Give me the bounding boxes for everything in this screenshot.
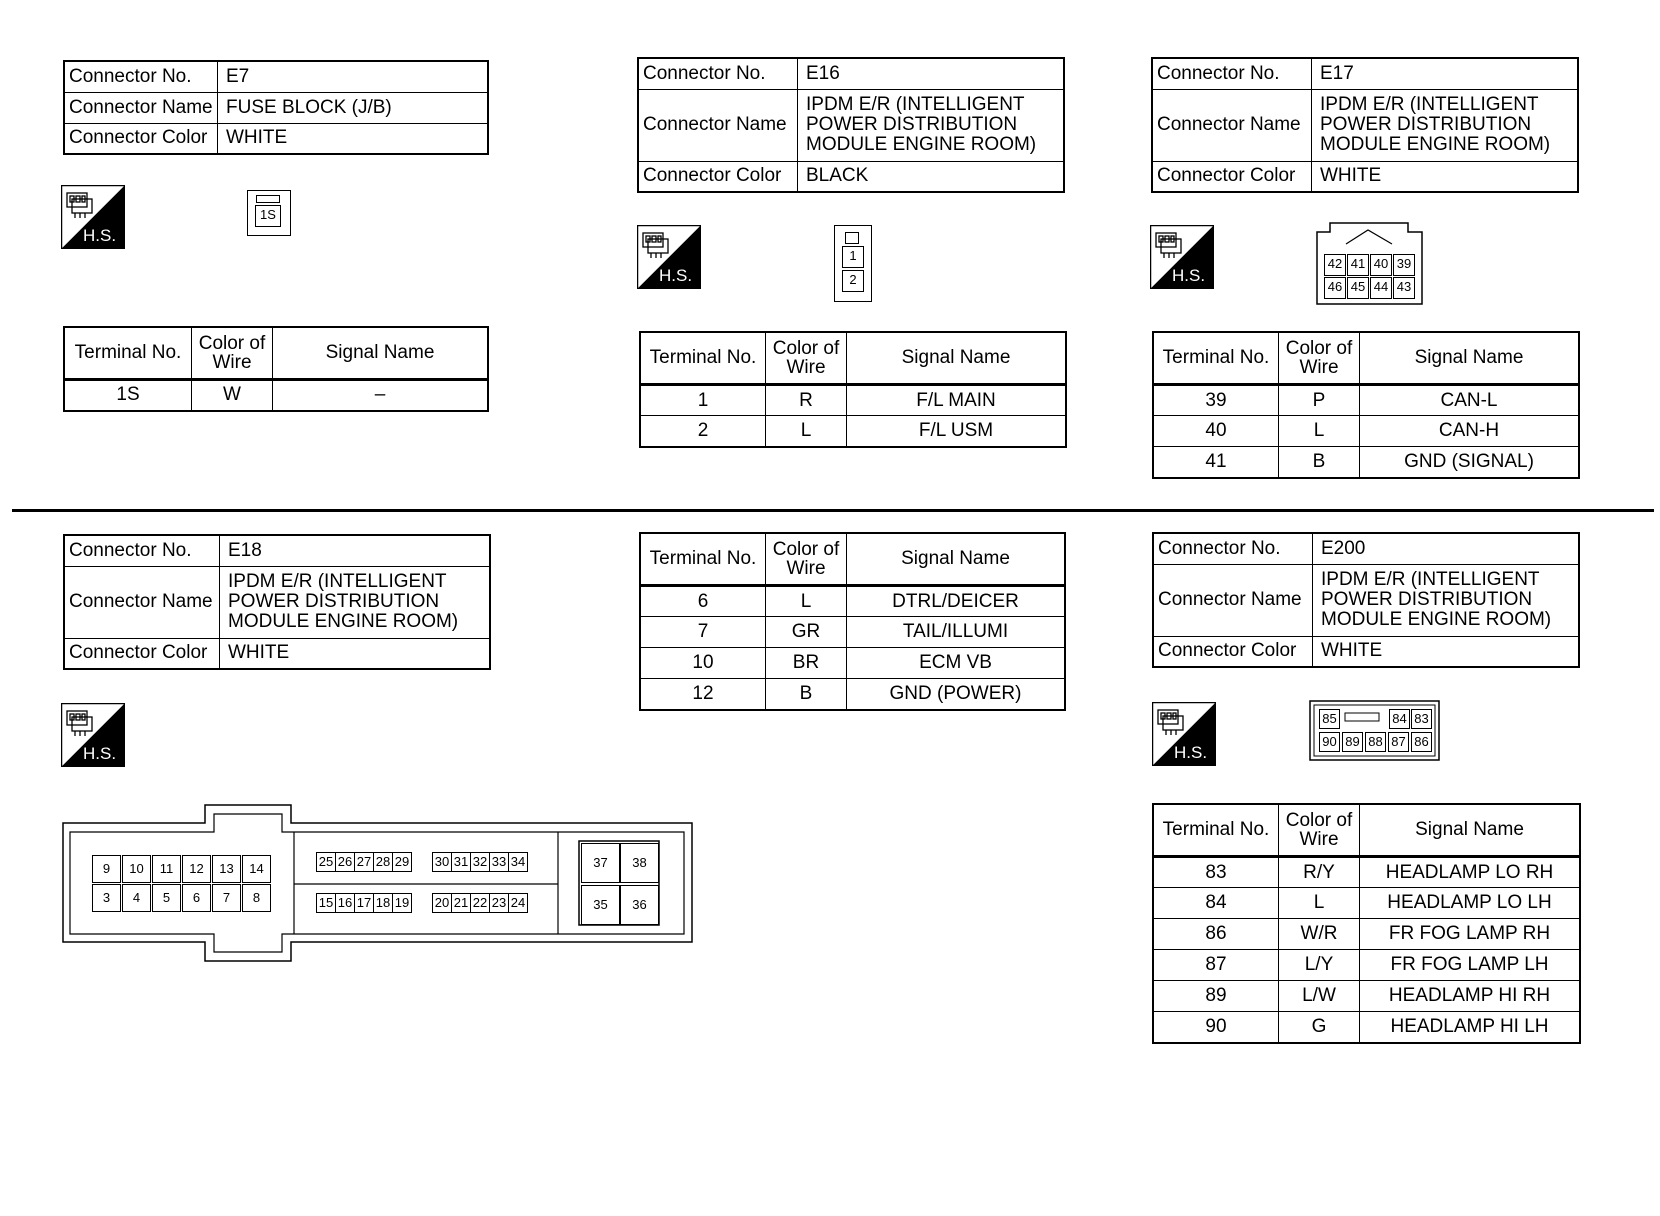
pin: 2 — [842, 270, 864, 292]
terminal-no: 86 — [1153, 919, 1279, 950]
pin: 9 — [92, 855, 121, 883]
table-row — [1153, 1012, 1580, 1043]
table-row — [1153, 888, 1580, 919]
pin: 3 — [92, 884, 121, 912]
wire-color: L — [1279, 888, 1360, 919]
connector-face-e16 — [834, 225, 872, 302]
connector-info-e17 — [1151, 57, 1579, 193]
connector-info-e18 — [63, 534, 491, 670]
wire-color: L — [766, 586, 847, 617]
connector-name-line: POWER DISTRIBUTION — [1321, 589, 1533, 610]
pin: 7 — [212, 884, 241, 912]
signal-name: TAIL/ILLUMI — [847, 617, 1066, 648]
wire-color: L/Y — [1279, 950, 1360, 981]
terminal-no: 39 — [1153, 385, 1279, 416]
signal-name: CAN-L — [1360, 385, 1580, 416]
pin: 36 — [620, 885, 659, 925]
pin: 26 — [335, 852, 355, 872]
terminal-no-header: Terminal No. — [640, 332, 766, 385]
pin: 90 — [1319, 732, 1340, 752]
wire-color-header-line1: Color of — [1285, 810, 1353, 831]
connector-info-e7 — [63, 60, 489, 155]
table-row — [1153, 950, 1580, 981]
signal-name: HEADLAMP HI LH — [1360, 1012, 1581, 1043]
signal-name: DTRL/DEICER — [847, 586, 1066, 617]
connector-name-line: IPDM E/R (INTELLIGENT — [806, 94, 1025, 115]
table-row — [1153, 981, 1580, 1012]
pin: 10 — [122, 855, 151, 883]
pin: 1S — [255, 205, 281, 227]
table-row — [640, 617, 1065, 648]
wire-color-header-line1: Color of — [1285, 338, 1353, 359]
pin: 5 — [152, 884, 181, 912]
connector-no-label: Connector No. — [638, 58, 798, 89]
terminal-table-e7 — [63, 326, 489, 412]
pin: 89 — [1342, 732, 1363, 752]
pin: 34 — [508, 852, 528, 872]
connector-color-label: Connector Color — [1152, 161, 1312, 192]
terminal-no: 89 — [1153, 981, 1279, 1012]
wire-color-header — [1279, 332, 1360, 385]
pin: 8 — [242, 884, 271, 912]
table-row — [640, 648, 1065, 679]
connector-name-line: IPDM E/R (INTELLIGENT — [1320, 94, 1539, 115]
pin: 25 — [316, 852, 336, 872]
pin: 41 — [1347, 254, 1369, 276]
pin: 38 — [620, 843, 659, 883]
harness-side-icon — [61, 703, 125, 767]
terminal-no-header: Terminal No. — [1153, 804, 1279, 857]
wire-color-header — [1279, 804, 1360, 857]
connector-name-value — [220, 566, 491, 638]
pin: 83 — [1411, 709, 1432, 729]
wire-color: L/W — [1279, 981, 1360, 1012]
pin: 39 — [1393, 254, 1415, 276]
connector-name-line: FUSE BLOCK (J/B) — [226, 96, 392, 118]
wire-color: BR — [766, 648, 847, 679]
connector-color-label: Connector Color — [64, 638, 220, 669]
wire-color-header-line2: Wire — [1299, 829, 1339, 850]
signal-name: HEADLAMP LO LH — [1360, 888, 1581, 919]
connector-no-label: Connector No. — [1153, 533, 1313, 564]
pin: 18 — [373, 893, 393, 913]
connector-name-label: Connector Name — [638, 89, 798, 161]
table-row — [64, 380, 488, 411]
connector-no-label: Connector No. — [64, 535, 220, 566]
table-row — [640, 586, 1065, 617]
connector-face-e18 — [62, 804, 694, 964]
connector-no-value: E16 — [798, 58, 1065, 89]
pin: 22 — [470, 893, 490, 913]
wire-color: R — [766, 385, 847, 416]
pin: 16 — [335, 893, 355, 913]
pin: 88 — [1365, 732, 1386, 752]
terminal-no: 12 — [640, 679, 766, 710]
pin: 20 — [432, 893, 452, 913]
connector-color-label: Connector Color — [64, 123, 218, 154]
terminal-no: 87 — [1153, 950, 1279, 981]
table-row — [640, 679, 1065, 710]
pin: 19 — [392, 893, 412, 913]
pin: 44 — [1370, 277, 1392, 299]
connector-color-value: WHITE — [1313, 636, 1580, 667]
connector-info-e200 — [1152, 532, 1580, 668]
terminal-no: 83 — [1153, 857, 1279, 888]
terminal-no: 1S — [64, 380, 192, 411]
connector-name-value — [1312, 89, 1579, 161]
wire-color-header — [766, 332, 847, 385]
terminal-no: 84 — [1153, 888, 1279, 919]
terminal-no-header: Terminal No. — [1153, 332, 1279, 385]
pin: 31 — [451, 852, 471, 872]
pin: 27 — [354, 852, 374, 872]
pin: 14 — [242, 855, 271, 883]
wire-color: P — [1279, 385, 1360, 416]
wire-color: B — [766, 679, 847, 710]
pin: 13 — [212, 855, 241, 883]
connector-name-line: POWER DISTRIBUTION — [806, 114, 1018, 135]
harness-side-label: H.S. — [1174, 743, 1208, 762]
pin: 40 — [1370, 254, 1392, 276]
pin: 11 — [152, 855, 181, 883]
connector-no-value: E7 — [218, 61, 489, 92]
connector-info-e16 — [637, 57, 1065, 193]
signal-name-header: Signal Name — [847, 332, 1067, 385]
wire-color-header-line1: Color of — [772, 539, 840, 560]
terminal-no: 2 — [640, 416, 766, 447]
connector-name-value — [218, 92, 489, 123]
connector-face-e7 — [247, 190, 291, 236]
pin: 85 — [1319, 709, 1340, 729]
wire-color-header — [192, 327, 273, 380]
terminal-no: 6 — [640, 586, 766, 617]
wire-color: W/R — [1279, 919, 1360, 950]
connector-name-line: MODULE ENGINE ROOM) — [1321, 609, 1552, 630]
pin: 43 — [1393, 277, 1415, 299]
terminal-no: 40 — [1153, 416, 1279, 447]
pin: 15 — [316, 893, 336, 913]
signal-name: F/L MAIN — [847, 385, 1067, 416]
table-row — [1153, 385, 1579, 416]
connector-color-label: Connector Color — [638, 161, 798, 192]
signal-name: CAN-H — [1360, 416, 1580, 447]
terminal-table-e16 — [639, 331, 1067, 448]
pin: 45 — [1347, 277, 1369, 299]
connector-face-e17 — [1316, 222, 1424, 306]
signal-name: – — [273, 380, 489, 411]
signal-name-header: Signal Name — [273, 327, 489, 380]
pin: 86 — [1411, 732, 1432, 752]
pin: 84 — [1389, 709, 1410, 729]
wire-color-header-line1: Color of — [772, 338, 840, 359]
wire-color: R/Y — [1279, 857, 1360, 888]
signal-name: HEADLAMP LO RH — [1360, 857, 1581, 888]
terminal-table-e18 — [639, 532, 1066, 711]
connector-name-value — [1313, 564, 1580, 636]
table-row — [640, 416, 1066, 447]
terminal-no-header: Terminal No. — [64, 327, 192, 380]
terminal-no: 7 — [640, 617, 766, 648]
signal-name-header: Signal Name — [1360, 332, 1580, 385]
connector-color-value: WHITE — [220, 638, 491, 669]
pin: 35 — [581, 885, 620, 925]
table-row — [1153, 919, 1580, 950]
terminal-no: 1 — [640, 385, 766, 416]
wire-color-header-line2: Wire — [786, 357, 826, 378]
connector-name-line: MODULE ENGINE ROOM) — [228, 611, 459, 632]
connector-color-value: WHITE — [1312, 161, 1579, 192]
connector-name-value — [798, 89, 1065, 161]
pin: 17 — [354, 893, 374, 913]
wire-color: L — [1279, 416, 1360, 447]
terminal-no-header: Terminal No. — [640, 533, 766, 586]
pin: 33 — [489, 852, 509, 872]
signal-name-header: Signal Name — [1360, 804, 1581, 857]
signal-name: GND (SIGNAL) — [1360, 447, 1580, 478]
harness-side-icon — [1150, 225, 1214, 289]
connector-name-label: Connector Name — [64, 566, 220, 638]
pin: 37 — [581, 843, 620, 883]
harness-side-label: H.S. — [83, 744, 117, 763]
connector-name-line: POWER DISTRIBUTION — [228, 591, 440, 612]
table-row — [1153, 416, 1579, 447]
wire-color-header-line2: Wire — [786, 558, 826, 579]
connector-name-line: POWER DISTRIBUTION — [1320, 114, 1532, 135]
signal-name: FR FOG LAMP RH — [1360, 919, 1581, 950]
signal-name: FR FOG LAMP LH — [1360, 950, 1581, 981]
connector-name-line: IPDM E/R (INTELLIGENT — [228, 571, 447, 592]
wire-color: B — [1279, 447, 1360, 478]
harness-side-label: H.S. — [659, 266, 693, 285]
pin: 42 — [1324, 254, 1346, 276]
pin: 28 — [373, 852, 393, 872]
pin: 12 — [182, 855, 211, 883]
terminal-table-e17 — [1152, 331, 1580, 479]
wire-color-header-line2: Wire — [1299, 357, 1339, 378]
connector-no-label: Connector No. — [1152, 58, 1312, 89]
connector-no-value: E200 — [1313, 533, 1580, 564]
connector-color-value: WHITE — [218, 123, 489, 154]
wire-color: W — [192, 380, 273, 411]
signal-name: F/L USM — [847, 416, 1067, 447]
harness-side-label: H.S. — [1172, 266, 1206, 285]
pin: 87 — [1388, 732, 1409, 752]
signal-name: HEADLAMP HI RH — [1360, 981, 1581, 1012]
connector-face-e200 — [1309, 700, 1441, 762]
harness-side-icon — [637, 225, 701, 289]
signal-name: GND (POWER) — [847, 679, 1066, 710]
terminal-no: 10 — [640, 648, 766, 679]
signal-name: ECM VB — [847, 648, 1066, 679]
terminal-no: 41 — [1153, 447, 1279, 478]
section-divider — [12, 509, 1654, 512]
pin: 23 — [489, 893, 509, 913]
harness-side-label: H.S. — [83, 226, 117, 245]
connector-color-value: BLACK — [798, 161, 1065, 192]
connector-name-label: Connector Name — [1153, 564, 1313, 636]
wire-color-header — [766, 533, 847, 586]
pin: 29 — [392, 852, 412, 872]
terminal-table-e200 — [1152, 803, 1581, 1044]
pin: 4 — [122, 884, 151, 912]
connector-name-line: MODULE ENGINE ROOM) — [1320, 134, 1551, 155]
wire-color: L — [766, 416, 847, 447]
connector-name-line: MODULE ENGINE ROOM) — [806, 134, 1037, 155]
wire-color: GR — [766, 617, 847, 648]
table-row — [1153, 447, 1579, 478]
terminal-no: 90 — [1153, 1012, 1279, 1043]
table-row — [1153, 857, 1580, 888]
pin: 6 — [182, 884, 211, 912]
connector-name-line: IPDM E/R (INTELLIGENT — [1321, 569, 1540, 590]
connector-color-label: Connector Color — [1153, 636, 1313, 667]
signal-name-header: Signal Name — [847, 533, 1066, 586]
pin: 46 — [1324, 277, 1346, 299]
wire-color-header-line1: Color of — [198, 333, 266, 354]
pin: 32 — [470, 852, 490, 872]
harness-side-icon — [1152, 702, 1216, 766]
wire-color: G — [1279, 1012, 1360, 1043]
pin: 30 — [432, 852, 452, 872]
table-row — [640, 385, 1066, 416]
harness-side-icon — [61, 185, 125, 249]
connector-no-value: E18 — [220, 535, 491, 566]
connector-name-label: Connector Name — [64, 92, 218, 123]
wire-color-header-line2: Wire — [212, 352, 252, 373]
connector-no-value: E17 — [1312, 58, 1579, 89]
pin: 24 — [508, 893, 528, 913]
pin: 1 — [842, 246, 864, 268]
connector-no-label: Connector No. — [64, 61, 218, 92]
pin: 21 — [451, 893, 471, 913]
connector-name-label: Connector Name — [1152, 89, 1312, 161]
